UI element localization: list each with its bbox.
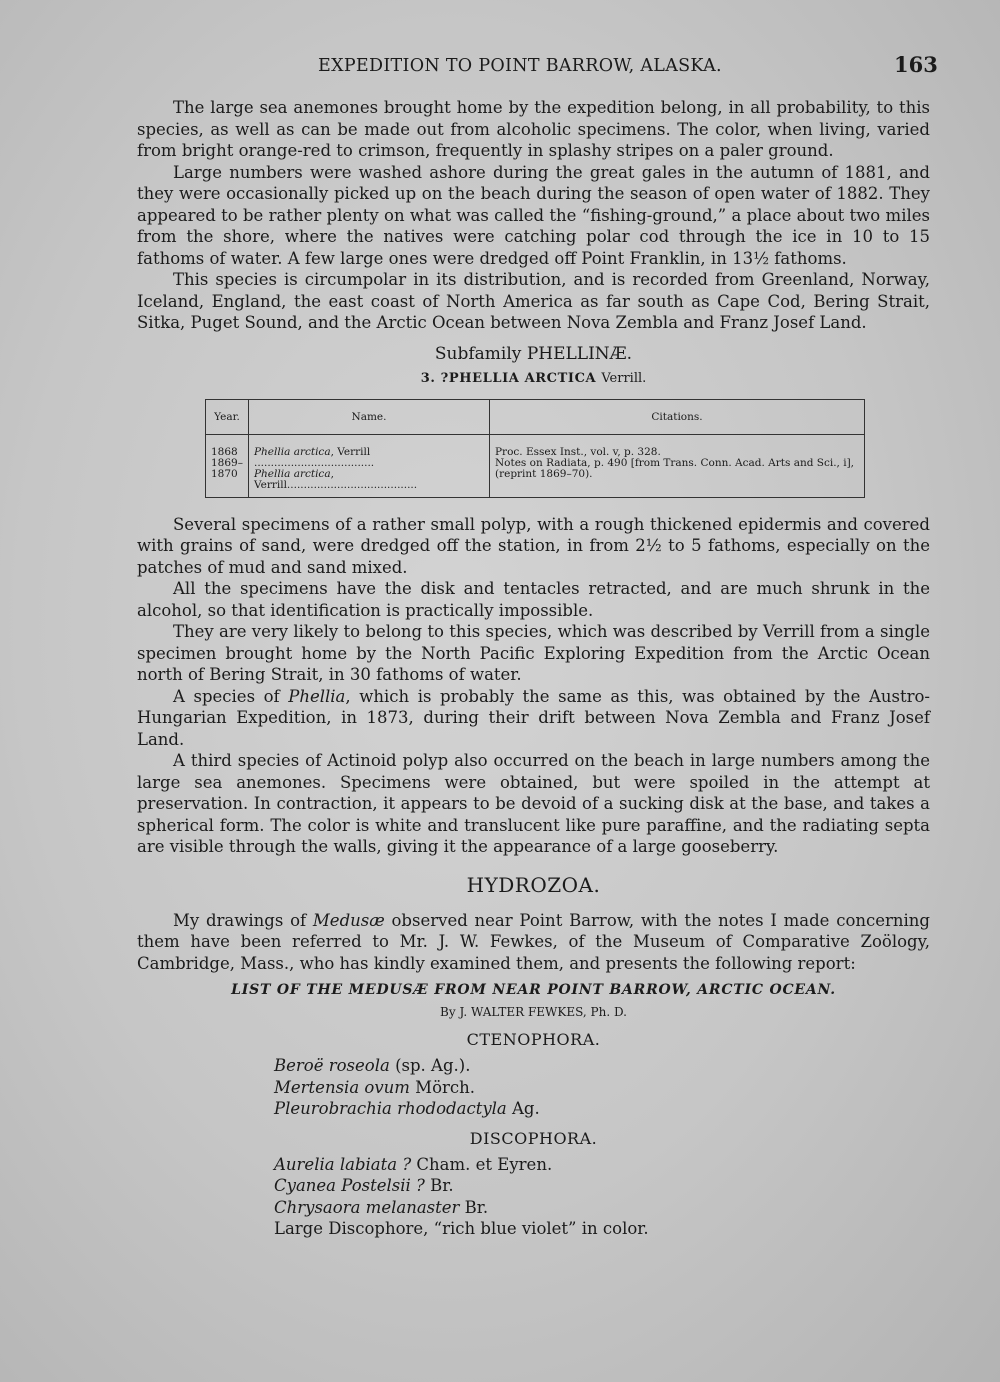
species-name: Cyanea Postelsii ?	[274, 1176, 425, 1195]
species-authority: Br.	[424, 1176, 454, 1195]
list-item	[274, 1218, 930, 1240]
group-heading-ctenophora: CTENOPHORA.	[466, 1030, 601, 1049]
text-fragment: My drawings of	[173, 910, 313, 930]
paragraph-small-polyp: Several specimens of a rather small polyp, with a rough thickened epidermis and covered with grains of sand, were dredged off the station, in from 2½ to 5 fathoms, especially on the patches of mud and sand mixed.	[137, 514, 930, 577]
year-cell: 1868	[211, 445, 238, 458]
table-cell-names	[248, 434, 489, 497]
citation-text: Notes on Radiata, p. 490 [from Trans. Conn. Acad. Arts and Sci., i], (reprint 1869–70).	[494, 456, 855, 480]
name-entry	[254, 469, 484, 491]
citation-table-header	[206, 399, 865, 434]
column-header-citations: Citations.	[489, 399, 864, 434]
paragraph-distribution: This species is circumpolar in its distribution, and is recorded from Greenland, Norway, Iceland, England, the east coast of North America as far south as Cape Cod, Bering Strait, Sitka, Puget Sound, and the Arctic Ocean between Nova Zembla and Franz Josef Land.	[137, 270, 930, 332]
species-authority: (sp. Ag.).	[389, 1056, 471, 1075]
list-item	[274, 1055, 930, 1077]
list-item	[274, 1077, 930, 1099]
paragraph-anemones-ashore: Large numbers were washed ashore during the great gales in the autumn of 1881, and they were occasionally picked up on the beach during the season of open water of 1882. They appeared to be rather plenty on what was called the “fishing-ground,” a place about two miles from the shore, where the natives were catching polar cod through the ice in 10 to 15 fathoms of water. A few large ones were dredged off Point Franklin, in 13½ fathoms.	[137, 162, 930, 268]
subfamily-heading: Subfamily PHELLINÆ.	[434, 343, 633, 364]
column-header-year: Year.	[206, 399, 249, 434]
table-cell-citations	[489, 434, 864, 497]
species-authority: Ag.	[506, 1099, 540, 1118]
species-description: Large Discophore, “rich blue violet” in color.	[274, 1219, 649, 1238]
taxon-name: Phellia arctica	[253, 445, 331, 458]
species-name: Aurelia labiata ?	[274, 1154, 412, 1174]
spacer	[137, 498, 930, 514]
species-name: Mertensia ovum	[274, 1077, 410, 1097]
text-fragment: , which is probably the same as this, was obtained by the Austro-Hungarian Expedition, in 1873, during their drift between Nova Zembla and Franz Josef Land.	[137, 686, 930, 749]
page-number: 163	[894, 52, 938, 77]
paragraph-medusae-drawings	[137, 910, 930, 975]
species-authority: Br.	[459, 1197, 489, 1217]
citation-text: Proc. Essex Inst., vol. v, p. 328.	[494, 445, 661, 458]
paragraph-third-species: A third species of Actinoid polyp also occurred on the beach in large numbers among the large sea anemones. Specimens were obtained, but were spoiled in the attempt at preservation. In contraction, it appears to be devoid of a sucking disk at the base, and takes a spherical form. The color is white and translucent like pure paraffine, and the radiating septa are visible through the walls, giving it the appearance of a large gooseberry.	[137, 751, 930, 856]
paragraph-specimens-retracted: All the specimens have the disk and tentacles retracted, and are much shrunk in the alcohol, so that identification is practically impossible.	[137, 579, 930, 620]
column-header-name: Name.	[248, 399, 489, 434]
name-author: , Verrill.......................................	[253, 467, 418, 491]
taxon-term: Medusæ	[312, 910, 385, 930]
list-item	[274, 1098, 930, 1120]
hydrozoa-heading: HYDROZOA.	[466, 872, 601, 897]
species-name: 3. ?PHELLIA ARCTICA	[420, 370, 597, 386]
name-entry	[254, 447, 484, 469]
list-item	[274, 1175, 930, 1197]
author-byline: By J. WALTER FEWKES, Ph. D.	[440, 1005, 627, 1019]
name-author: , Verrill ....................................	[253, 445, 375, 469]
group-heading-discophora: DISCOPHORA.	[469, 1128, 598, 1148]
list-item	[274, 1154, 930, 1176]
species-authority: Mörch.	[409, 1077, 476, 1097]
text-fragment: observed near Point Barrow, with the notes I made concerning them have been referred to Mr. J. W. Fewkes, of the Museum of Comparative Zoölogy, Cambridge, Mass., who has kindly examined them, and presents the following report:	[137, 910, 930, 973]
year-cell: 1869– 1870	[211, 456, 243, 480]
running-head: EXPEDITION TO POINT BARROW, ALASKA.	[318, 56, 722, 76]
species-author: Verrill.	[601, 370, 647, 386]
citation-table	[205, 399, 865, 498]
taxon-name: Phellia arctica	[253, 467, 331, 480]
species-authority: Cham. et Eyren.	[411, 1154, 553, 1174]
page-body	[137, 97, 930, 1240]
genus-name: Phellia	[288, 686, 346, 706]
list-title: LIST OF THE MEDUSÆ FROM NEAR POINT BARROW, ARCTIC OCEAN.	[231, 982, 836, 998]
species-list-ctenophora	[274, 1055, 930, 1120]
page-header	[0, 52, 1000, 82]
table-cell-years	[206, 434, 249, 497]
paragraph-verrill-description: They are very likely to belong to this species, which was described by Verrill from a single specimen brought home by the North Pacific Exploring Expedition from the Arctic Ocean north of Bering Strait, in 30 fathoms of water.	[137, 622, 930, 684]
paragraph-anemones-color: The large sea anemones brought home by the expedition belong, in all probability, to this species, as well as can be made out from alcoholic specimens. The color, when living, varied from bright orange-red to crimson, frequently in splashy stripes on a paler ground.	[137, 98, 930, 160]
species-heading	[137, 369, 930, 389]
paragraph-austro-hungarian	[137, 686, 930, 751]
table-row	[206, 434, 865, 497]
species-name: Beroë roseola	[274, 1056, 390, 1075]
species-name: Chrysaora melanaster	[274, 1197, 460, 1217]
text-fragment: A species of	[173, 686, 289, 706]
species-name: Pleurobrachia rhododactyla	[274, 1099, 507, 1118]
list-item	[274, 1197, 930, 1219]
species-list-discophora	[274, 1154, 930, 1240]
